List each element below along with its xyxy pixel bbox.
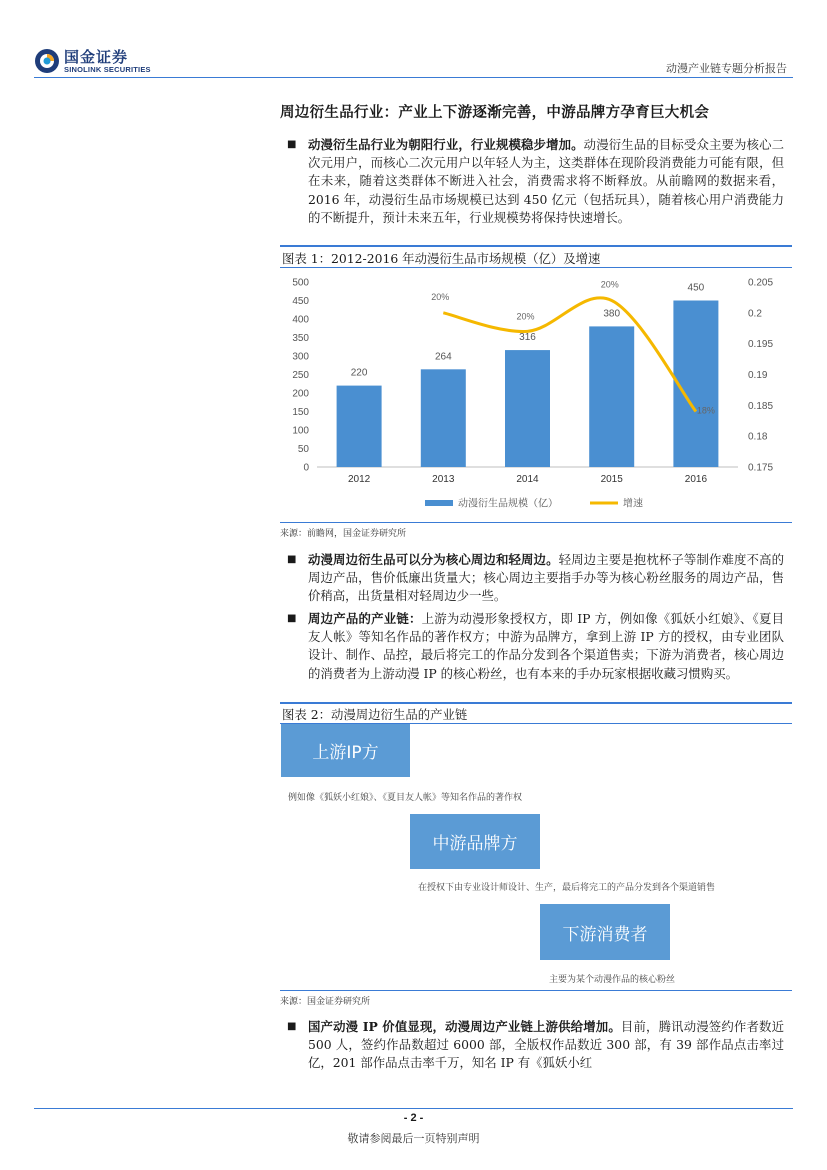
paragraph-lead: 周边产品的产业链： xyxy=(308,611,422,626)
figure1-title: 图表 1：2012-2016 年动漫衍生品市场规模（亿）及增速 xyxy=(282,251,601,266)
paragraph-body: 轻周边主要是抱枕杯子等制作难度不高的周边产品，售价低廉出货量大；核心周边主要指手办等为核心粉丝服务的周边产品，售价稍高，出货量相对轻周边少一些。 xyxy=(308,552,785,604)
x-tick-label: 2014 xyxy=(516,474,539,485)
y2-tick-label: 0.18 xyxy=(748,431,768,443)
y2-tick-label: 0.195 xyxy=(748,339,774,351)
page-number: - 2 - xyxy=(403,1112,424,1124)
bar-data-label: 316 xyxy=(519,332,536,344)
footer-disclaimer: 敬请参阅最后一页特别声明 xyxy=(347,1132,480,1145)
growth-line xyxy=(443,298,696,412)
growth-data-label: 20% xyxy=(600,279,619,290)
figure1-bottom-rule xyxy=(280,522,792,523)
legend-label-line: 增速 xyxy=(623,498,643,510)
growth-data-label: 20% xyxy=(431,291,450,302)
bar xyxy=(337,386,382,467)
upstream-box: 上游IP方 xyxy=(281,724,410,777)
growth-data-label: 20% xyxy=(516,311,535,322)
y-tick-label: 0 xyxy=(303,462,309,474)
x-tick-label: 2013 xyxy=(432,474,455,485)
footer-divider xyxy=(34,1108,793,1109)
paragraph-lead: 国产动漫 IP 价值显现，动漫周边产业链上游供给增加。 xyxy=(308,1019,621,1034)
paragraph-lead: 动漫衍生品行业为朝阳行业，行业规模稳步增加。 xyxy=(308,137,584,152)
figure1-top-rule xyxy=(280,245,792,247)
market-size-chart xyxy=(280,268,792,521)
bar xyxy=(589,326,634,467)
logo-text-cn: 国金证券 xyxy=(64,48,129,66)
y2-tick-label: 0.175 xyxy=(748,462,774,474)
bar-data-label: 264 xyxy=(434,351,452,363)
paragraph-body: 目前，腾讯动漫签约作者数近 500 人，签约作品数超过 6000 部，全版权作品数近 300 部，有 39 部作品点击率过亿，201 部作品点击率千万，知名 IP 有《狐妖小红 xyxy=(308,1019,784,1071)
downstream-note: 主要为某个动漫作品的核心粉丝 xyxy=(549,975,676,985)
figure2-source: 来源：国金证券研究所 xyxy=(280,997,371,1007)
bar xyxy=(505,350,550,467)
figure2-bottom-rule xyxy=(280,990,792,991)
x-tick-label: 2015 xyxy=(600,474,623,485)
y-tick-label: 350 xyxy=(292,333,309,344)
y2-tick-label: 0.185 xyxy=(748,400,774,412)
y-tick-label: 150 xyxy=(292,407,309,418)
logo-mark-icon xyxy=(34,48,60,74)
paragraph-domestic-ip xyxy=(288,1018,784,1073)
report-title: 动漫产业链专题分析报告 xyxy=(666,62,787,75)
legend-label-bar: 动漫衍生品规模（亿） xyxy=(458,498,558,510)
y-tick-label: 250 xyxy=(292,370,309,381)
y-tick-label: 50 xyxy=(297,444,309,455)
bar-data-label: 450 xyxy=(687,282,705,294)
paragraph-lead: 动漫周边衍生品可以分为核心周边和轻周边。 xyxy=(308,552,559,567)
paragraph-body: 动漫衍生品的目标受众主要为核心二次元用户，而核心二次元用户以年轻人为主，这类群体在现阶段消费能力可能有限，但在未来，随着这类群体不断进入社会，消费需求将不断释放。从前瞻网的数据来看，2016 年，动漫衍生品市场规模已达到 450 亿元（包括玩具），随着核心用户消费能力的不断提升，预计未来五年，行业规模势将保持快速增长。 xyxy=(308,137,785,225)
legend-swatch-bar xyxy=(425,500,453,506)
y-tick-label: 100 xyxy=(292,425,309,437)
bullet-icon: ■ xyxy=(287,613,297,624)
paragraph-industry-chain xyxy=(288,610,784,683)
y-tick-label: 400 xyxy=(292,314,309,326)
figure1-source: 来源：前瞻网，国金证券研究所 xyxy=(280,529,407,539)
section-title: 周边衍生品行业：产业上下游逐渐完善，中游品牌方孕育巨大机会 xyxy=(280,104,710,121)
header-divider xyxy=(34,77,793,78)
y-tick-label: 500 xyxy=(292,277,309,289)
logo-text-en: SINOLINK SECURITIES xyxy=(64,65,151,74)
sinolink-logo xyxy=(34,46,154,78)
y-tick-label: 300 xyxy=(292,351,309,363)
figure2-title: 图表 2：动漫周边衍生品的产业链 xyxy=(282,707,468,722)
chart-svg xyxy=(280,268,792,521)
y-tick-label: 450 xyxy=(292,296,309,307)
y-tick-label: 200 xyxy=(292,388,309,400)
midstream-box: 中游品牌方 xyxy=(410,814,540,869)
bullet-icon: ■ xyxy=(287,139,297,150)
bullet-icon: ■ xyxy=(287,1021,297,1032)
downstream-box: 下游消费者 xyxy=(540,904,670,960)
y2-tick-label: 0.19 xyxy=(748,370,768,381)
y2-tick-label: 0.205 xyxy=(748,277,774,289)
bar-data-label: 220 xyxy=(350,367,368,379)
upstream-note: 例如像《狐妖小红娘》、《夏目友人帐》等知名作品的著作权 xyxy=(288,793,523,803)
figure2-top-rule xyxy=(280,702,792,704)
paragraph-peripheral-types xyxy=(288,551,784,606)
growth-data-label: 18% xyxy=(696,405,715,416)
bar xyxy=(673,301,718,468)
paragraph-body: 上游为动漫形象授权方，即 IP 方，例如像《狐妖小红娘》、《夏目友人帐》等知名作品的著作权方；中游为品牌方，拿到上游 IP 方的授权，由专业团队设计、制作、品控，最后将完工的作品分发到各个渠道售卖；下游为消费者，核心周边的消费者为上游动漫 IP 的核心粉丝，也有本来的手办玩家根据收藏习惯购买。 xyxy=(308,611,784,681)
bar-data-label: 380 xyxy=(603,308,621,320)
paragraph-market-size xyxy=(288,136,784,227)
midstream-note: 在授权下由专业设计师设计、生产，最后将完工的产品分发到各个渠道销售 xyxy=(418,883,716,893)
bullet-icon: ■ xyxy=(287,554,297,565)
bar xyxy=(421,369,466,467)
x-tick-label: 2016 xyxy=(684,474,708,485)
x-tick-label: 2012 xyxy=(347,474,371,485)
y2-tick-label: 0.2 xyxy=(748,308,762,320)
